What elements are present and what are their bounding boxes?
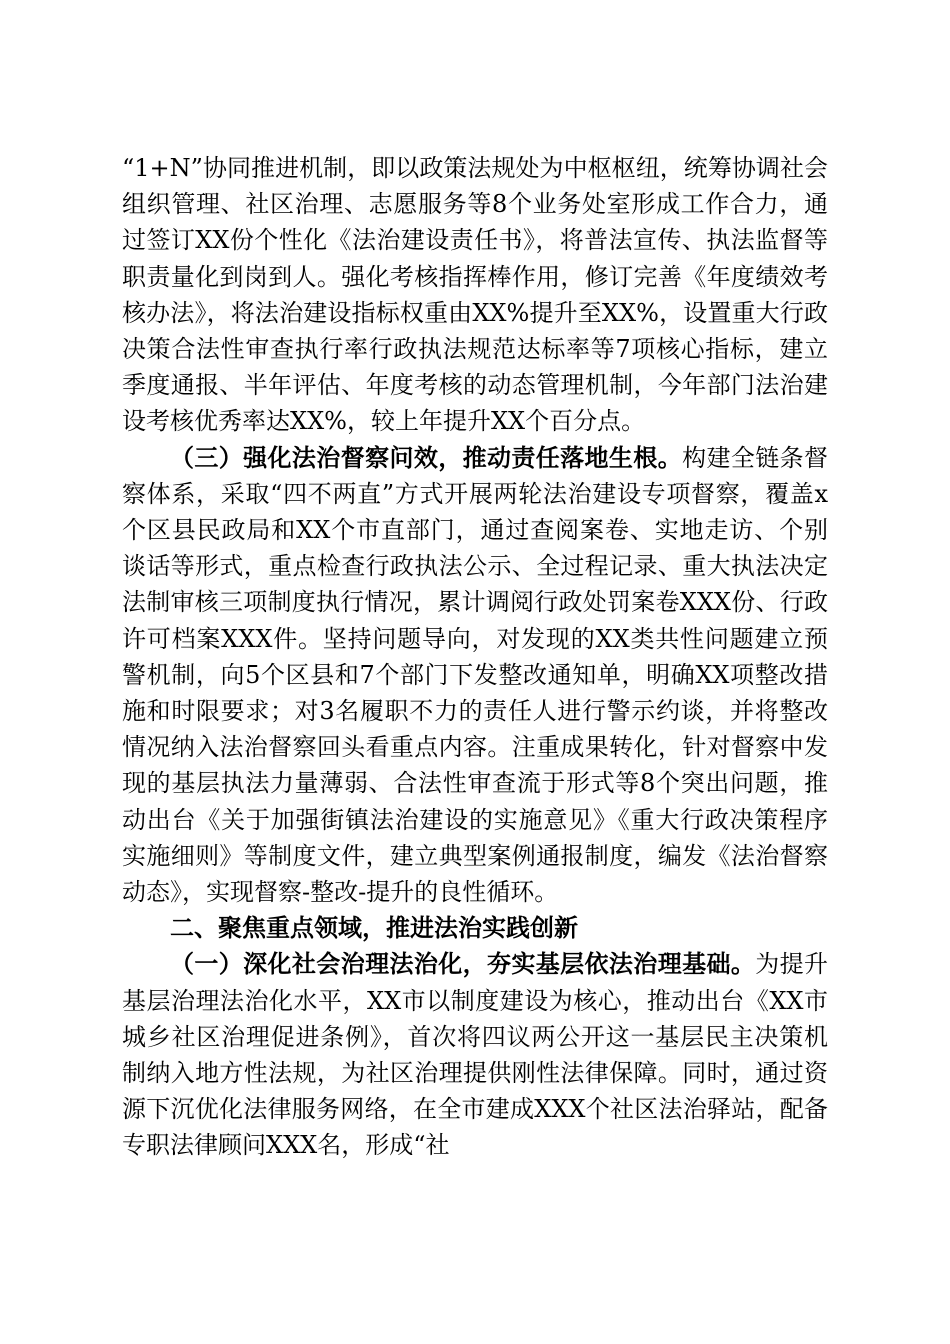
section-heading-2: 二、聚焦重点领域，推进法治实践创新 — [170, 914, 578, 943]
section-3-lead: （三）强化法治督察问效，推动责任落地生根。 — [170, 442, 683, 472]
section-2-1-body: 为提升基层治理法治化水平，XX市以制度建设为核心，推动出台《XX市城乡社区治理促进条例》，首次将四议两公开这一基层民主决策机制纳入地方性法规，为社区治理提供刚性法律保障。同时，通过资源下沉优化法律服务网络，在全市建成XXX个社区法治驿站，配备专职法律顾问XXX名，形成“社 — [122, 950, 829, 1160]
section-3-body: 构建全链条督察体系，采取“四不两直”方式开展两轮法治建设专项督察，覆盖x个区县民政局和XX个市直部门，通过查阅案卷、实地走访、个别谈话等形式，重点检查行政执法公示、全过程记录、重大执法决定法制审核三项制度执行情况，累计调阅行政处罚案卷XXX份、行政许可档案XXX件。坚持问题导向，对发现的XX类共性问题建立预警机制，向5个区县和7个部门下发整改通知单，明确XX项整改措施和时限要求；对3名履职不力的责任人进行警示约谈，并将整改情况纳入法治督察回头看重点内容。注重成果转化，针对督察中发现的基层执法力量薄弱、合法性审查流于形式等8个突出问题，推动出台《关于加强街镇法治建设的实施意见》《重大行政决策程序实施细则》等制度文件，建立典型案例通报制度，编发《法治督察动态》，实现督察-整改-提升的良性循环。 — [122, 443, 829, 907]
paragraph-social-governance — [122, 946, 828, 1163]
paragraph-mechanism — [122, 150, 828, 440]
paragraph-supervision — [122, 440, 828, 911]
paragraph-mechanism-text: “1+N”协同推进机制，即以政策法规处为中枢枢纽，统筹协调社会组织管理、社区治理、志愿服务等8个业务处室形成工作合力，通过签订XX份个性化《法治建设责任书》，将普法宣传、执法监督等职责量化到岗到人。强化考核指挥棒作用，修订完善《年度绩效考核办法》，将法治建设指标权重由XX%提升至XX%，设置重大行政决策合法性审查执行率行政执法规范达标率等7项核心指标，建立季度通报、半年评估、年度考核的动态管理机制，今年部门法治建设考核优秀率达XX%，较上年提升XX个百分点。 — [122, 154, 828, 436]
document-body — [122, 150, 828, 1164]
section-2-1-lead: （一）深化社会治理法治化，夯实基层依法治理基础。 — [170, 949, 756, 979]
